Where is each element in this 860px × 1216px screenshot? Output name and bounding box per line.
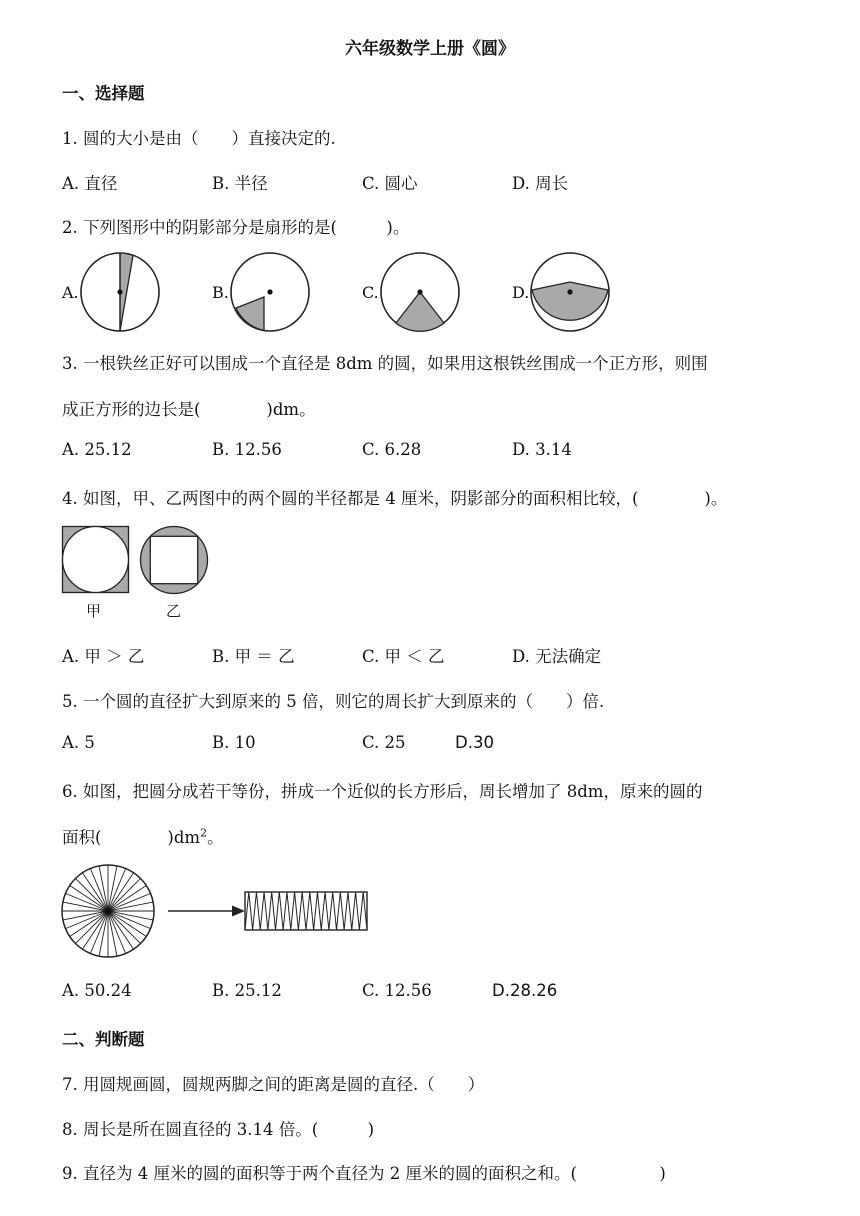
question-1: 1. 圆的大小是由（ ）直接决定的. (62, 129, 336, 148)
q6-line2-suffix: 。 (207, 828, 224, 847)
section-heading-judgment: 二、判断题 (62, 1030, 145, 1049)
q6-divided-circle (61, 864, 155, 958)
q4-option-d[interactable]: D. 无法确定 (512, 647, 602, 666)
q1-option-b[interactable]: B. 半径 (212, 174, 268, 193)
q1-option-d[interactable]: D. 周长 (512, 174, 569, 193)
page-title: 六年级数学上册《圆》 (345, 39, 515, 59)
q3-option-a[interactable]: A. 25.12 (62, 440, 132, 459)
question-5: 5. 一个圆的直径扩大到原来的 5 倍，则它的周长扩大到原来的（ ）倍. (62, 692, 605, 711)
q1-option-c[interactable]: C. 圆心 (362, 174, 418, 193)
q2-label-c[interactable]: C. (362, 283, 379, 302)
q4-option-b[interactable]: B. 甲 ＝ 乙 (212, 647, 295, 666)
q1-option-a[interactable]: A. 直径 (62, 174, 118, 193)
q3-option-c[interactable]: C. 6.28 (362, 440, 422, 459)
q4-label-jia: 甲 (86, 602, 102, 620)
q4-figure-jia (62, 526, 130, 594)
question-3-line-2: 成正方形的边长是( )dm。 (62, 400, 316, 419)
question-4: 4. 如图，甲、乙两图中的两个圆的半径都是 4 厘米，阴影部分的面积相比较，( )。 (62, 489, 728, 508)
q2-figure-b (230, 252, 312, 334)
q6-option-d[interactable]: D.28.26 (492, 981, 558, 1000)
q5-option-b[interactable]: B. 10 (212, 733, 256, 752)
q6-approx-rectangle (244, 891, 368, 931)
q6-option-a[interactable]: A. 50.24 (62, 981, 132, 1000)
q2-figure-c (380, 252, 462, 334)
q4-figure-yi (139, 526, 211, 594)
section-heading-choice: 一、选择题 (62, 84, 145, 103)
q2-label-d[interactable]: D. (512, 283, 530, 302)
q6-option-b[interactable]: B. 25.12 (212, 981, 282, 1000)
q4-label-yi: 乙 (166, 602, 182, 620)
q6-line2-prefix: 面积( )dm (62, 828, 201, 847)
q2-label-a[interactable]: A. (62, 283, 79, 302)
question-3-line-1: 3. 一根铁丝正好可以围成一个直径是 8dm 的圆，如果用这根铁丝围成一个正方形，则围 (62, 354, 708, 373)
question-7: 7. 用圆规画圆，圆规两脚之间的距离是圆的直径.（ ） (62, 1075, 485, 1094)
q6-line2-sup: 2 (200, 826, 208, 840)
q5-option-c[interactable]: C. 25 (362, 733, 406, 752)
question-8: 8. 周长是所在圆直径的 3.14 倍。( ) (62, 1120, 375, 1139)
q3-option-d[interactable]: D. 3.14 (512, 440, 572, 459)
q4-option-c[interactable]: C. 甲 ＜ 乙 (362, 647, 445, 666)
q2-figure-d (530, 252, 612, 334)
q4-option-a[interactable]: A. 甲 ＞ 乙 (62, 647, 145, 666)
question-6-line-2 (62, 824, 224, 848)
q2-label-b[interactable]: B. (212, 283, 229, 302)
question-9: 9. 直径为 4 厘米的圆的面积等于两个直径为 2 厘米的圆的面积之和。( ) (62, 1164, 666, 1183)
q6-option-c[interactable]: C. 12.56 (362, 981, 432, 1000)
q5-option-a[interactable]: A. 5 (62, 733, 95, 752)
question-6-line-1: 6. 如图，把圆分成若干等份，拼成一个近似的长方形后，周长增加了 8dm，原来的圆的 (62, 782, 703, 801)
q5-option-d[interactable]: D.30 (455, 733, 494, 752)
q2-figure-a (80, 252, 162, 334)
q6-arrow (168, 903, 248, 919)
q3-option-b[interactable]: B. 12.56 (212, 440, 282, 459)
question-2: 2. 下列图形中的阴影部分是扇形的是( )。 (62, 218, 410, 237)
